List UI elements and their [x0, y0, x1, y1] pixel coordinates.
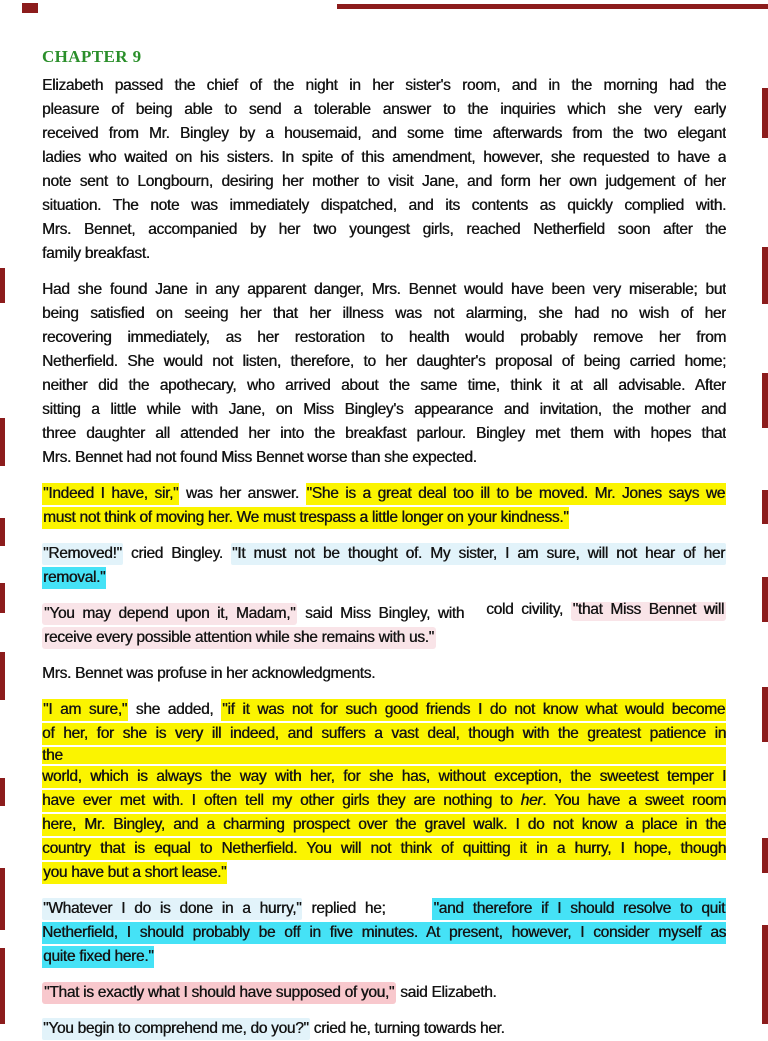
- page-edge-artifact: [0, 948, 5, 1024]
- highlighted-text: "That is exactly what I should have supposed of you,": [42, 982, 396, 1004]
- chapter-heading: CHAPTER 9: [42, 47, 142, 66]
- page-edge-artifact: [0, 268, 5, 303]
- text-segment: being satisfied on seeing her that her illness was not alarming, she had no wish of her: [42, 305, 726, 322]
- text-segment: note sent to Longbourn, desiring her mother to visit Jane, and form her own judgement of her: [42, 173, 726, 190]
- page-edge-artifact: [337, 4, 768, 9]
- text-line: [42, 542, 726, 566]
- text-line: [42, 861, 726, 885]
- highlighted-text: "Removed!": [42, 543, 123, 565]
- text-line: [42, 698, 726, 722]
- text-segment: Netherfield, I should probably be off in five minutes. At present, however, I consider myself as: [42, 924, 726, 941]
- text-line: [42, 921, 726, 945]
- page-edge-artifact: [22, 3, 38, 13]
- text-line: [42, 194, 726, 218]
- text-segment: . You have a sweet room: [542, 792, 726, 809]
- highlighted-text: "It must not be thought of. My sister, I am sure, will not hear of her: [231, 543, 726, 565]
- text-segment: ladies who waited on his sisters. In spite of this amendment, however, she requested to have a: [42, 149, 726, 166]
- paragraph: [42, 981, 726, 1005]
- text-line: [42, 482, 726, 506]
- page-edge-artifact: [0, 652, 5, 700]
- text-segment: sitting a little while with Jane, on Miss Bingley's appearance and invitation, the mother and: [42, 401, 726, 418]
- page-edge-artifact: [0, 583, 5, 613]
- highlighted-text: quite fixed here.": [42, 946, 154, 968]
- text-segment: Elizabeth passed the chief of the night in her sister's room, and in the morning had the: [42, 77, 726, 94]
- text-segment: cold civility,: [486, 602, 571, 618]
- text-segment: three daughter all attended her into the breakfast parlour. Bingley met them with hopes that: [42, 425, 726, 442]
- text-segment: situation. The note was immediately dispatched, and its contents as quickly complied with.: [42, 197, 726, 214]
- text-line: [42, 398, 726, 422]
- text-segment: said Elizabeth.: [396, 984, 497, 1001]
- text-line: [42, 374, 726, 398]
- text-line: [42, 662, 726, 686]
- highlighted-text: "You may depend upon it, Madam,": [42, 603, 297, 625]
- page-edge-artifact: [762, 687, 768, 742]
- highlighted-text: "Whatever I do is done in a hurry,": [42, 898, 302, 920]
- text-line: [42, 566, 726, 590]
- text-line: [42, 98, 726, 122]
- text-line: [42, 837, 726, 861]
- text-segment: she added,: [127, 701, 222, 718]
- paragraph: [42, 278, 726, 470]
- text-segment: of her, for she is very ill indeed, and suffers a vast deal, though with the greatest patience in: [42, 725, 726, 742]
- page-edge-artifact: [0, 418, 5, 466]
- text-line: [42, 242, 726, 266]
- text-line: [42, 446, 726, 470]
- text-line: [42, 945, 726, 969]
- page-edge-artifact: [0, 518, 5, 546]
- page-edge-artifact: [762, 88, 768, 138]
- text-segment: Mrs. Bennet was profuse in her acknowledgments.: [42, 665, 376, 682]
- highlighted-text: "and therefore if I should resolve to quit: [432, 898, 726, 920]
- text-line: [42, 422, 726, 446]
- paragraph: [42, 74, 726, 266]
- text-line: [42, 122, 726, 146]
- text-line: [42, 302, 726, 326]
- text-segment: cried Bingley.: [122, 545, 231, 562]
- text-line: [42, 146, 726, 170]
- text-segment: said Miss Bingley, with: [297, 605, 465, 622]
- highlighted-text: "She is a great deal too ill to be moved. Mr. Jones says we: [306, 483, 726, 505]
- text-segment: the: [42, 747, 63, 764]
- highlighted-text: must not think of moving her. We must trespass a little longer on your kindness.": [42, 507, 569, 529]
- text-segment: her: [520, 792, 543, 809]
- text-segment: here, Mr. Bingley, and a charming prospect over the gravel walk. I do not know a place in the: [42, 816, 726, 833]
- text-line: [42, 813, 726, 837]
- text-segment: Had she found Jane in any apparent danger, Mrs. Bennet would have been very miserable; but: [42, 281, 726, 298]
- page-edge-artifact: [0, 778, 5, 806]
- text-line: [42, 765, 726, 789]
- page-edge-artifact: [762, 490, 768, 524]
- paragraph: [42, 542, 726, 590]
- text-line: [42, 74, 726, 98]
- text-line: [42, 981, 726, 1005]
- text-segment: Mrs. Bennet had not found Miss Bennet worse than she expected.: [42, 449, 477, 466]
- text-line: [42, 350, 726, 374]
- page-edge-artifact: [762, 925, 768, 1024]
- text-segment: replied he;: [302, 900, 395, 917]
- text-segment: country that is equal to Netherfield. You will not think of quitting it in a hurry, I hope, though: [42, 840, 726, 857]
- text-segment: have ever met with. I often tell my other girls they are nothing to: [42, 792, 521, 809]
- text-line: [42, 1017, 726, 1041]
- highlighted-text: "Indeed I have, sir,": [42, 483, 179, 505]
- text-line: [42, 746, 726, 765]
- text-line: [42, 326, 726, 350]
- paragraph: [42, 1017, 726, 1041]
- text-segment: family breakfast.: [42, 245, 150, 262]
- text-line: [42, 278, 726, 302]
- text-line: [42, 626, 726, 650]
- paragraph: [42, 602, 726, 650]
- text-line: [42, 722, 726, 746]
- text-segment: neither did the apothecary, who arrived about the same time, think it at all advisable. After: [42, 377, 726, 394]
- page-edge-artifact: [0, 868, 5, 930]
- paragraph: [42, 897, 726, 969]
- highlighted-text: removal.": [42, 567, 106, 589]
- text-line: [42, 789, 726, 813]
- text-segment: world, which is always the way with her, for she has, without exception, the sweetest temper I: [42, 768, 726, 785]
- text-segment: pleasure of being able to send a tolerable answer to the inquiries which she very early: [42, 101, 726, 118]
- text-line: [42, 897, 726, 921]
- text-segment: was her answer.: [179, 485, 306, 502]
- page-edge-artifact: [762, 838, 768, 873]
- document-body: [42, 74, 726, 1041]
- paragraph: [42, 482, 726, 530]
- text-line: [42, 602, 726, 626]
- highlighted-text: receive every possible attention while she remains with us.": [42, 627, 436, 649]
- text-segment: Mrs. Bennet, accompanied by her two youngest girls, reached Netherfield soon after the: [42, 221, 726, 238]
- highlighted-text: "You begin to comprehend me, do you?": [42, 1018, 310, 1040]
- text-segment: Netherfield. She would not listen, therefore, to her daughter's proposal of being carried home;: [42, 353, 726, 370]
- highlighted-text: "if it was not for such good friends I do not know what would become: [221, 699, 726, 721]
- text-line: [42, 218, 726, 242]
- highlighted-text: you have but a short lease.": [42, 862, 227, 884]
- text-segment: received from Mr. Bingley by a housemaid, and some time afterwards from the two elegant: [42, 125, 726, 142]
- page-edge-artifact: [762, 577, 768, 622]
- paragraph: [42, 662, 726, 686]
- highlighted-text: "that Miss Bennet will: [571, 602, 726, 621]
- text-segment: cried he, turning towards her.: [309, 1020, 505, 1037]
- text-line: [42, 170, 726, 194]
- text-line: [42, 506, 726, 530]
- highlighted-text: "I am sure,": [42, 699, 128, 721]
- page-edge-artifact: [762, 373, 768, 428]
- page-edge-artifact: [762, 247, 768, 304]
- paragraph: [42, 698, 726, 885]
- text-segment: recovering immediately, as her restoration to health would probably remove her from: [42, 329, 726, 346]
